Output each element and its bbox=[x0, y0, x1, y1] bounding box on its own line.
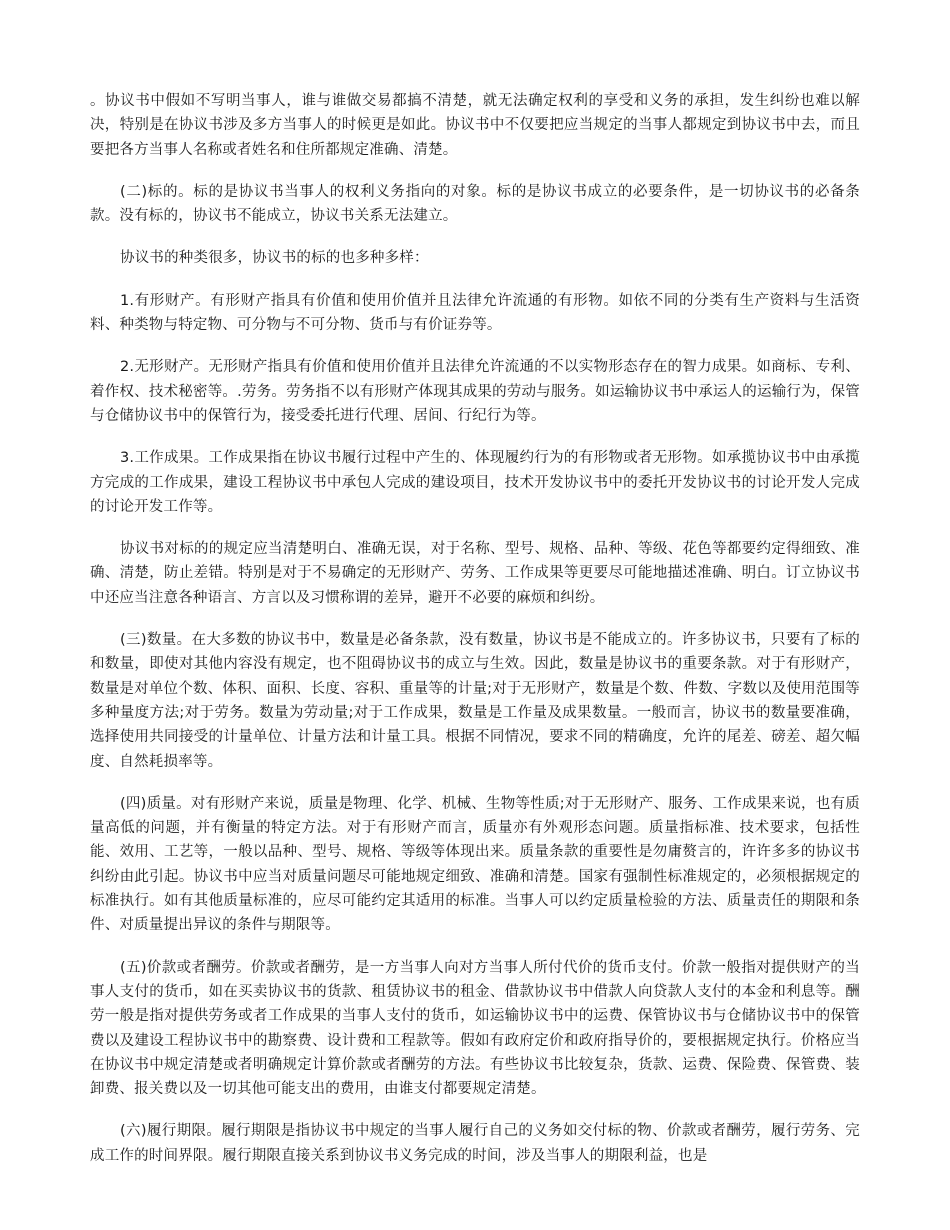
paragraph-quality: (四)质量。对有形财产来说，质量是物理、化学、机械、生物等性质;对于无形财产、服务、工作成果来说，也有质量高低的问题，并有衡量的特定方法。对于有形财产而言，质量亦有外观形态问题。质量指标准、技术要求，包括性能、效用、工艺等，一般以品种、型号、规格、等级等体现出来。质量条款的重要性是勿庸赘言的，许许多多的协议书纠纷由此引起。协议书中应当对质量问题尽可能地规定细致、准确和清楚。国家有强制性标准规定的，必须根据规定的标准执行。如有其他质量标准的，应尽可能约定其适用的标准。当事人可以约定质量检验的方法、质量责任的期限和条件、对质量提出异议的条件与期限等。 bbox=[90, 795, 860, 934]
paragraph-price-remuneration: (五)价款或者酬劳。价款或者酬劳，是一方当事人向对方当事人所付代价的货币支付。价款一般指对提供财产的当事人支付的货币，如在买卖协议书的货款、租赁协议书的租金、借款协议书中借款人向贷款人支付的本金和利息等。酬劳一般是指对提供劳务或者工作成果的当事人支付的货币，如运输协议书中的运费、保管协议书与仓储协议书中的保管费以及建设工程协议书中的勘察费、设计费和工程款等。假如有政府定价和政府指导价的，要根据规定执行。价格应当在协议书中规定清楚或者明确规定计算价款或者酬劳的方法。有些协议书比较复杂，货款、运费、保险费、保管费、装卸费、报关费以及一切其他可能支出的费用，由谁支付都要规定清楚。 bbox=[90, 959, 860, 1098]
paragraph-intangible-property: 2.无形财产。无形财产指具有价值和使用价值并且法律允许流通的不以实物形态存在的智力成果。如商标、专利、着作权、技术秘密等。.劳务。劳务指不以有形财产体现其成果的劳动与服务。如运输协议书中承运人的运输行为，保管与仓储协议书中的保管行为，接受委托进行代理、居间、行纪行为等。 bbox=[90, 359, 860, 424]
paragraph-quantity: (三)数量。在大多数的协议书中，数量是必备条款，没有数量，协议书是不能成立的。许多协议书，只要有了标的和数量，即使对其他内容没有规定，也不阻碍协议书的成立与生效。因此，数量是协议书的重要条款。对于有形财产，数量是对单位个数、体积、面积、长度、容积、重量等的计量;对于无形财产，数量是个数、件数、字数以及使用范围等多种量度方法;对于劳务。数量为劳动量;对于工作成果，数量是工作量及成果数量。一般而言，协议书的数量要准确，选择使用共同接受的计量单位、计量方法和计量工具。根据不同情况，要求不同的精确度，允许的尾差、磅差、超欠幅度、自然耗损率等。 bbox=[90, 632, 860, 770]
paragraph-subject-matter: (二)标的。标的是协议书当事人的权利义务指向的对象。标的是协议书成立的必要条件，是一切协议书的必备条款。没有标的，协议书不能成立，协议书关系无法建立。 bbox=[90, 183, 860, 225]
document-body bbox=[90, 89, 860, 1186]
paragraph-work-results: 3.工作成果。工作成果指在协议书履行过程中产生的、体现履约行为的有形物或者无形物。如承揽协议书中由承揽方完成的工作成果，建设工程协议书中承包人完成的建设项目，技术开发协议书中的委托开发协议书的讨论开发人完成的讨论开发工作等。 bbox=[90, 450, 860, 515]
paragraph-subject-requirements: 协议书对标的的规定应当清楚明白、准确无误，对于名称、型号、规格、品种、等级、花色等都要约定得细致、准确、清楚，防止差错。特别是对于不易确定的无形财产、劳务、工作成果等更要尽可能地描述准确、明白。订立协议书中还应当注意各种语言、方言以及习惯称谓的差异，避开不必要的麻烦和纠纷。 bbox=[90, 541, 860, 606]
paragraph-tangible-property: 1.有形财产。有形财产指具有价值和使用价值并且法律允许流通的有形物。如依不同的分类有生产资料与生活资料、种类物与特定物、可分物与不可分物、货币与有价证券等。 bbox=[90, 292, 860, 334]
paragraph-performance-period: (六)履行期限。履行期限是指协议书中规定的当事人履行自己的义务如交付标的物、价款或者酬劳，履行劳务、完成工作的时间界限。履行期限直接关系到协议书义务完成的时间，涉及当事人的期限利益，也是 bbox=[90, 1123, 860, 1164]
paragraph-parties-continuation: 。协议书中假如不写明当事人，谁与谁做交易都搞不清楚，就无法确定权利的享受和义务的承担，发生纠纷也难以解决，特别是在协议书涉及多方当事人的时候更是如此。协议书中不仅要把应当规定的当事人都规定到协议书中去，而且要把各方当事人名称或者姓名和住所都规定准确、清楚。 bbox=[90, 93, 860, 158]
paragraph-subject-types-intro: 协议书的种类很多，协议书的标的也多种多样： bbox=[120, 250, 429, 267]
